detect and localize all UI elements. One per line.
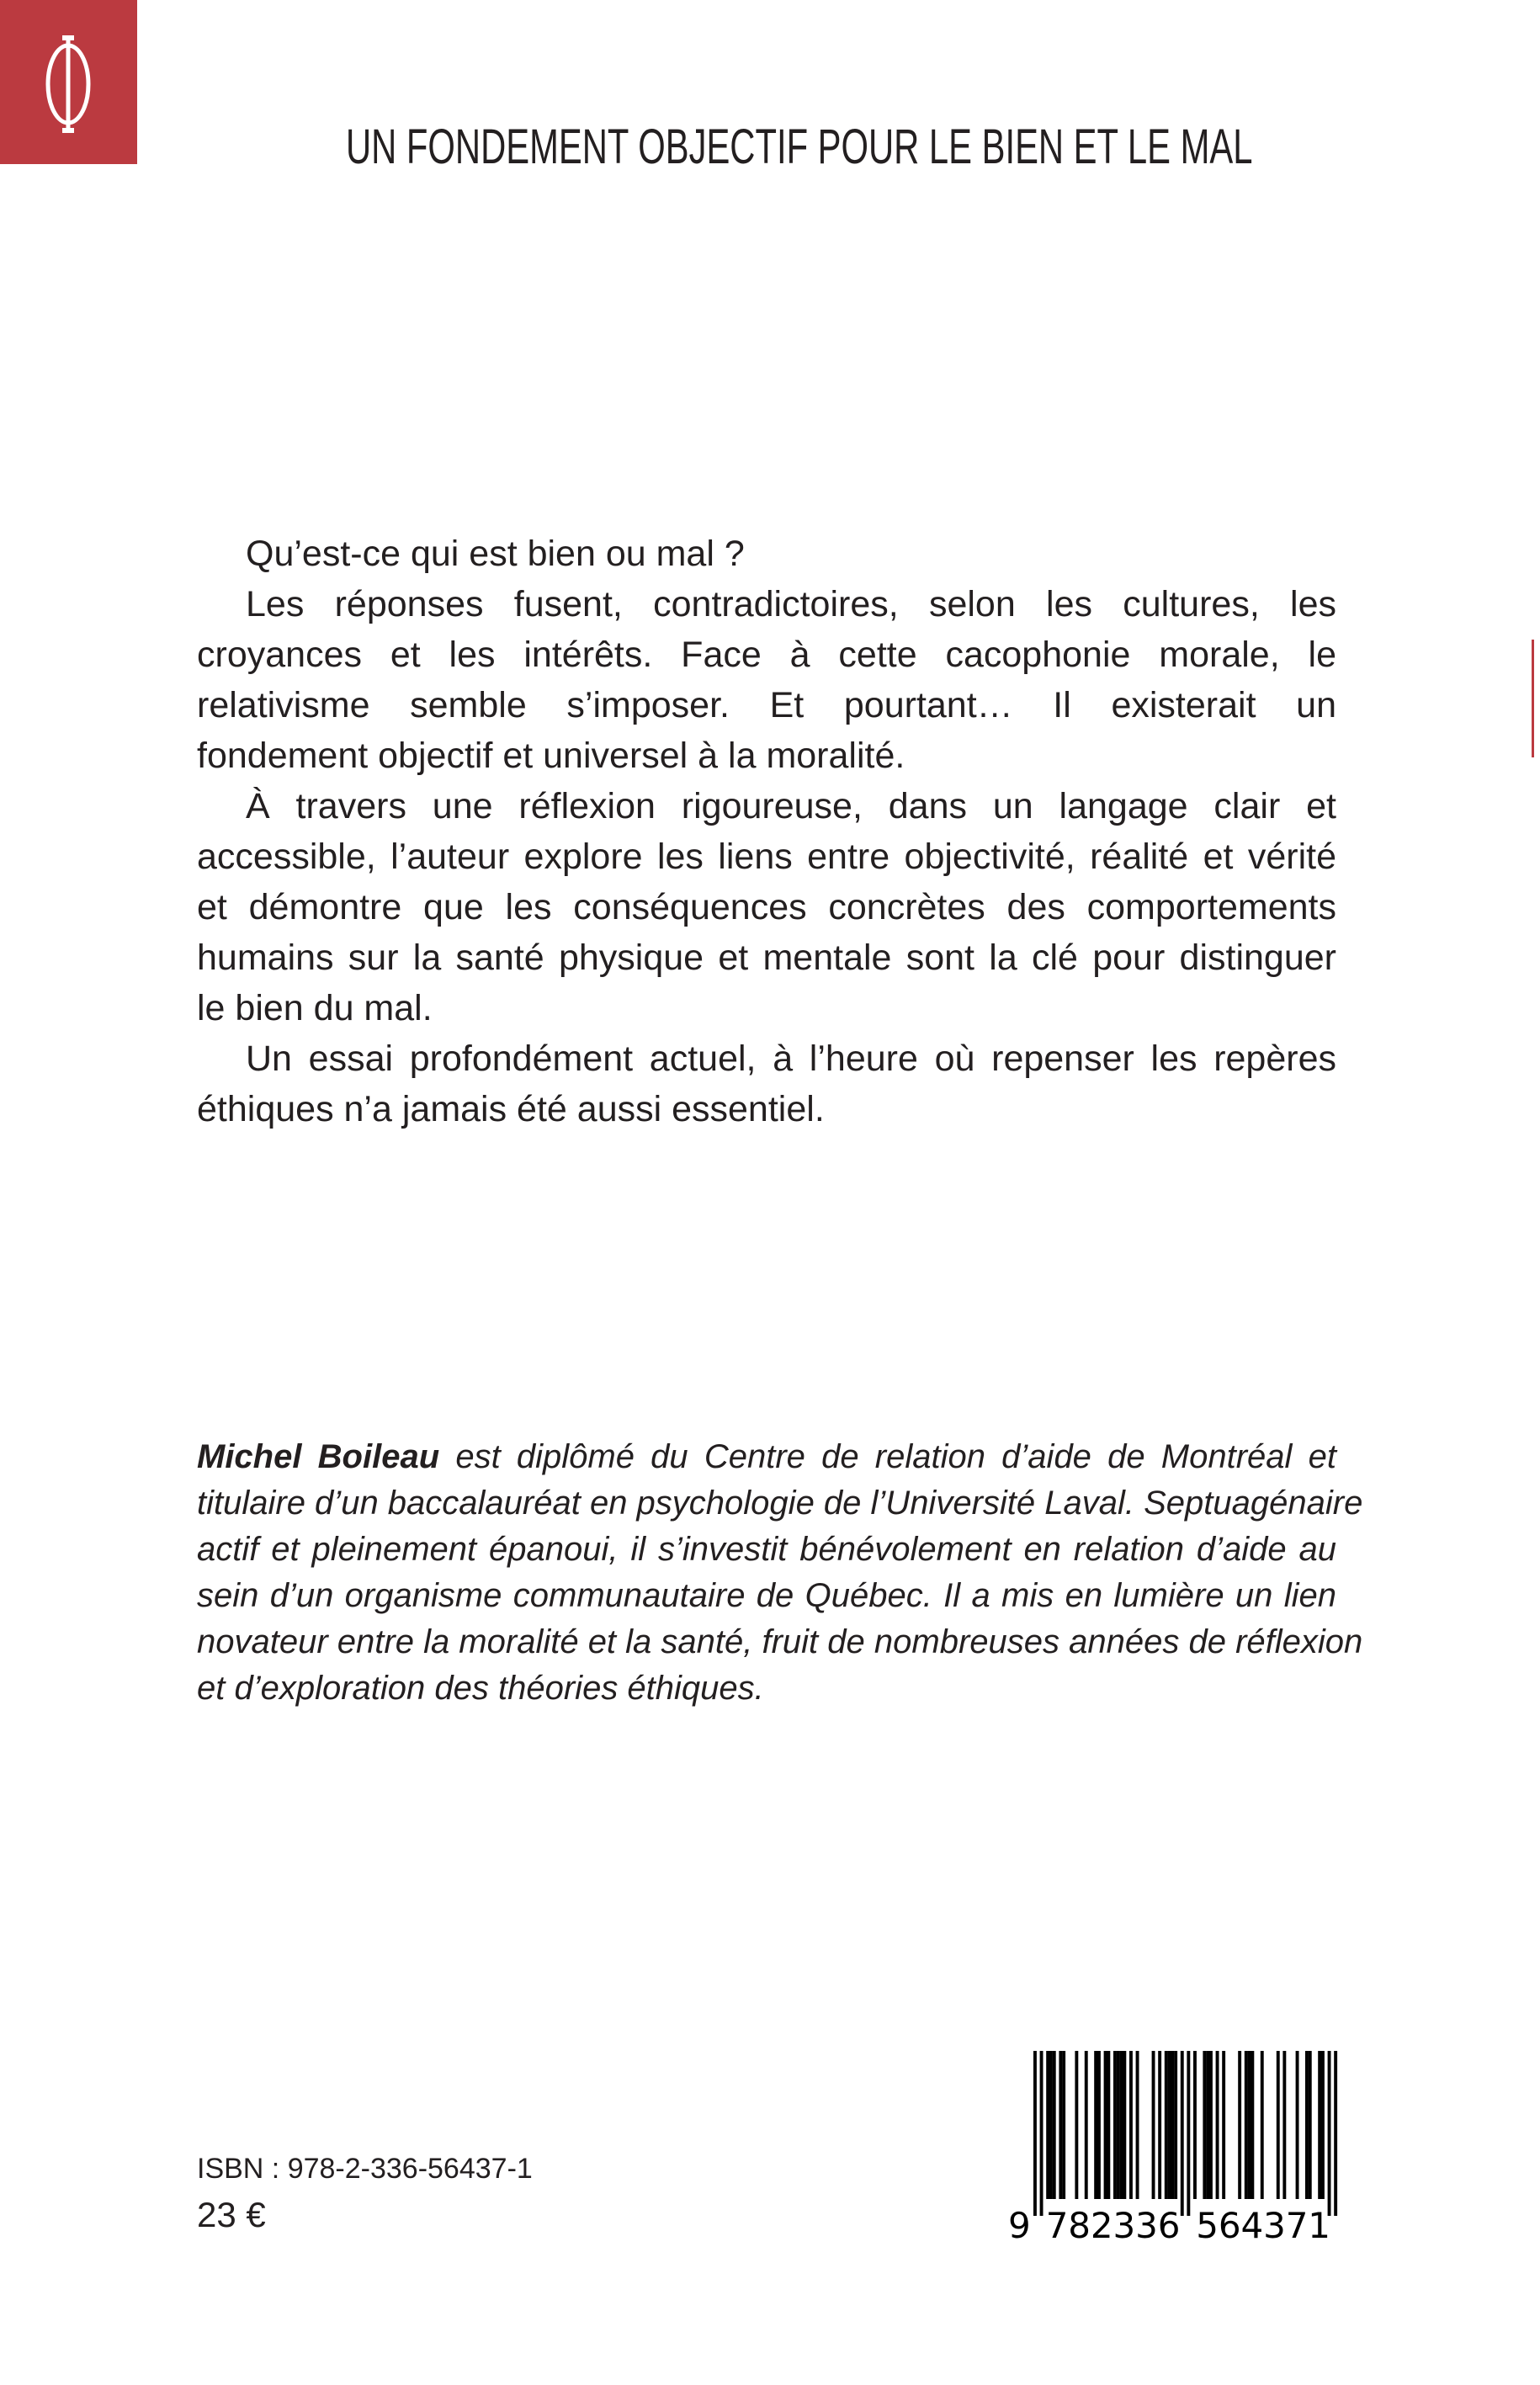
barcode-bar [1152, 2051, 1155, 2199]
barcode-bar [1158, 2051, 1161, 2199]
barcode-digit: 3 [1113, 2205, 1136, 2244]
bio-line: Michel Boileau est diplômé du Centre de relation d’aide de Montréal et [197, 1438, 1336, 1475]
barcode-bar [1040, 2051, 1043, 2216]
barcode-bar [1062, 2051, 1065, 2199]
barcode-bar [1097, 2051, 1101, 2199]
barcode-bar [1107, 2051, 1110, 2199]
barcode-digit: 3 [1135, 2205, 1158, 2244]
barcode-bar [1318, 2051, 1321, 2199]
barcode-bar [1251, 2051, 1254, 2199]
price: 23 € [197, 2195, 266, 2234]
summary-line: Les réponses fusent, contradictoires, selon les cultures, les [246, 584, 1336, 624]
barcode-digit: 2 [1090, 2205, 1113, 2244]
barcode-bar [1123, 2051, 1126, 2199]
barcode-bar [1181, 2051, 1184, 2216]
summary-line: À travers une réflexion rigoureuse, dans un langage clair et [246, 786, 1336, 826]
barcode-bar [1282, 2051, 1286, 2199]
barcode-digit: 1 [1308, 2205, 1331, 2244]
barcode-bar [1209, 2051, 1213, 2199]
summary-line: éthiques n’a jamais été aussi essentiel. [197, 1089, 825, 1129]
barcode-digit: 6 [1218, 2205, 1241, 2244]
barcode-digit: 7 [1285, 2205, 1309, 2244]
publisher-logo [0, 0, 137, 164]
author-name: Michel Boileau [197, 1438, 440, 1475]
phi-logo-icon [34, 34, 104, 135]
bio-line: et d’exploration des théories éthiques. [197, 1670, 764, 1707]
barcode-bar [1296, 2051, 1299, 2199]
barcode-digit: 8 [1068, 2205, 1091, 2244]
bio-line: titulaire d’un baccalauréat en psychologie de l’Université Laval. Septuagénaire [197, 1485, 1363, 1522]
barcode-bar [1187, 2051, 1190, 2216]
barcode-bar [1238, 2051, 1241, 2199]
summary-line: accessible, l’auteur explore les liens entre objectivité, réalité et vérité [197, 837, 1336, 877]
summary-line: fondement objectif et universel à la moralité. [197, 736, 905, 776]
bio-line: actif et pleinement épanoui, il s’investit bénévolement en relation d’aide au [197, 1531, 1336, 1568]
summary-line: Qu’est-ce qui est bien ou mal ? [246, 534, 745, 574]
barcode-bar [1309, 2051, 1312, 2199]
barcode-bar [1203, 2051, 1206, 2199]
summary-line: et démontre que les conséquences concrètes des comportements [197, 887, 1336, 927]
barcode-bar [1277, 2051, 1280, 2199]
barcode-bar [1094, 2051, 1097, 2199]
barcode-digit: 6 [1157, 2205, 1181, 2244]
barcode-bar [1059, 2051, 1062, 2199]
barcode-bar [1129, 2051, 1133, 2199]
barcode-bar [1165, 2051, 1168, 2199]
barcode-bar [1216, 2051, 1219, 2199]
barcode-bar [1321, 2051, 1325, 2199]
barcode-bar [1245, 2051, 1248, 2199]
barcode-bar [1113, 2051, 1117, 2199]
barcode-bar [1305, 2051, 1309, 2199]
barcode-bar [1171, 2051, 1174, 2199]
barcode-bar [1193, 2051, 1197, 2199]
barcode-bar [1334, 2051, 1337, 2216]
barcode-bar [1104, 2051, 1107, 2199]
barcode-digit: 3 [1263, 2205, 1286, 2244]
edge-mark [1532, 640, 1534, 757]
summary-line: Un essai profondément actuel, à l’heure où repenser les repères [246, 1038, 1336, 1079]
barcode-bar [1222, 2051, 1225, 2199]
barcode-bar [1168, 2051, 1171, 2199]
barcode-digit: 5 [1196, 2205, 1219, 2244]
barcode-bar [1328, 2051, 1331, 2216]
isbn: ISBN : 978-2-336-56437-1 [197, 2153, 533, 2185]
summary-line: le bien du mal. [197, 988, 433, 1028]
barcode-digit: 4 [1240, 2205, 1264, 2244]
back-cover-summary [197, 529, 1336, 1134]
barcode-bar [1117, 2051, 1120, 2199]
barcode-bar [1261, 2051, 1264, 2199]
barcode-bar [1206, 2051, 1209, 2199]
barcode-bar [1046, 2051, 1049, 2199]
barcode-bar [1033, 2051, 1037, 2216]
bio-line: novateur entre la moralité et la santé, fruit de nombreuses années de réflexion [197, 1623, 1363, 1660]
barcode [985, 2051, 1346, 2244]
barcode-bar [1049, 2051, 1053, 2199]
barcode-bar [1174, 2051, 1177, 2199]
summary-line: relativisme semble s’imposer. Et pourtant… Il existerait un [197, 685, 1336, 725]
barcode-bar [1120, 2051, 1123, 2199]
bio-line: sein d’un organisme communautaire de Québec. Il a mis en lumière un lien [197, 1577, 1336, 1614]
barcode-digit: 9 [1008, 2205, 1031, 2244]
barcode-bar [1248, 2051, 1251, 2199]
barcode-bar [1136, 2051, 1139, 2199]
barcode-digit: 7 [1045, 2205, 1069, 2244]
barcode-bar [1085, 2051, 1088, 2199]
summary-line: croyances et les intérêts. Face à cette cacophonie morale, le [197, 635, 1336, 675]
summary-line: humains sur la santé physique et mentale sont la clé pour distinguer [197, 938, 1336, 978]
book-title: UN FONDEMENT OBJECTIF POUR LE BIEN ET LE MAL [346, 120, 1253, 174]
author-bio [197, 1434, 1363, 1712]
barcode-bar [1053, 2051, 1056, 2199]
barcode-bar [1075, 2051, 1078, 2199]
